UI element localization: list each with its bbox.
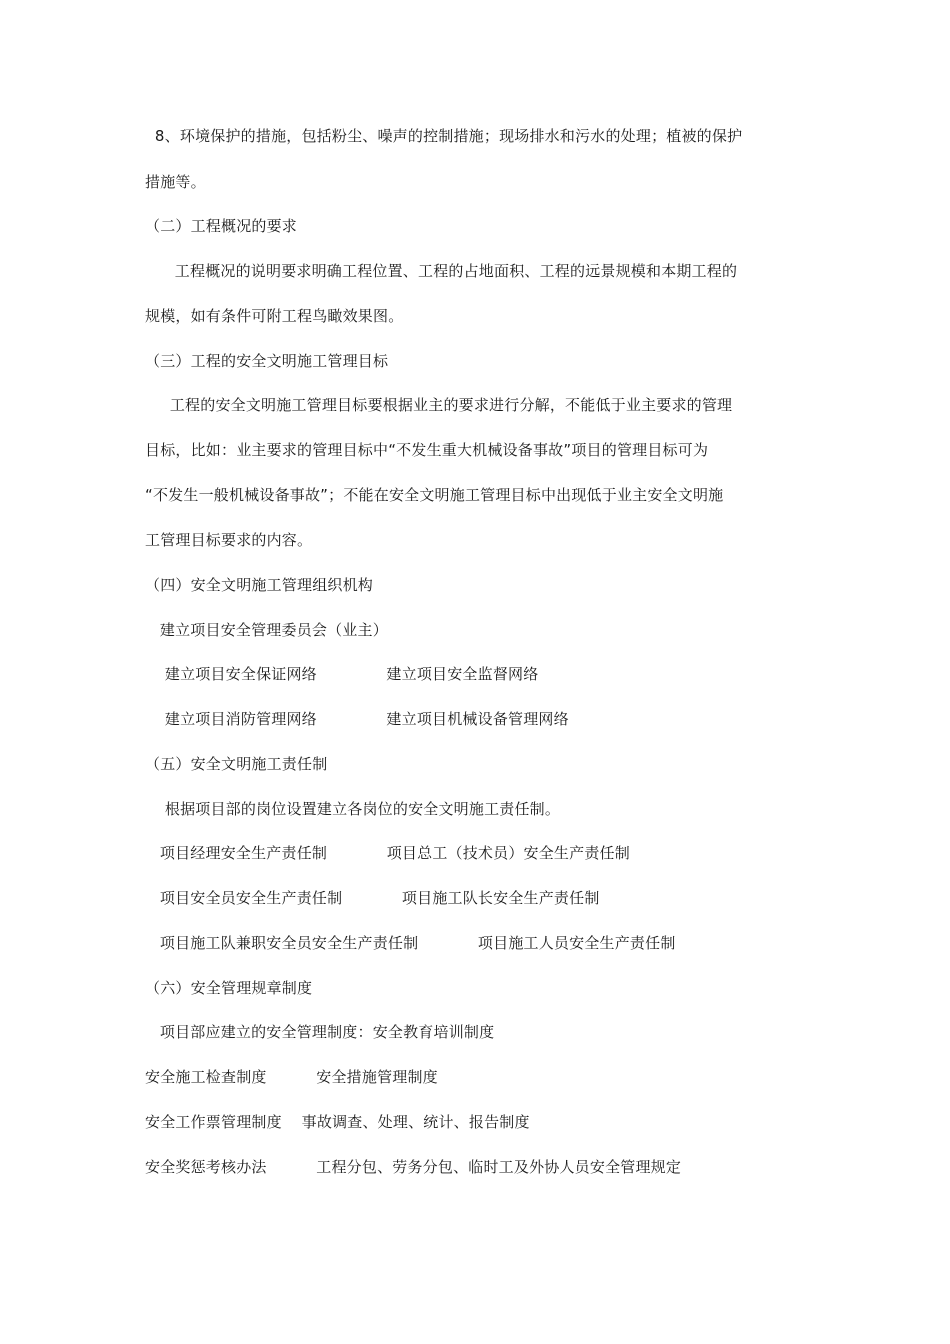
text-line: 项目施工队兼职安全员安全生产责任制 项目施工人员安全生产责任制 (145, 934, 676, 952)
text-line: （三）工程的安全文明施工管理目标 (145, 352, 389, 370)
text-line: 工管理目标要求的内容。 (145, 531, 313, 549)
text-line: 目标，比如：业主要求的管理目标中“不发生重大机械设备事故”项目的管理目标可为 (145, 441, 709, 459)
text-line: 项目部应建立的安全管理制度：安全教育培训制度 (145, 1023, 495, 1041)
text-line: （二）工程概况的要求 (145, 217, 298, 235)
text-line: 项目经理安全生产责任制 项目总工（技术员）安全生产责任制 (145, 844, 630, 862)
text-line: 规模，如有条件可附工程鸟瞰效果图。 (145, 307, 404, 325)
text-line: （四）安全文明施工管理组织机构 (145, 576, 374, 594)
text-line: 安全工作票管理制度 事故调查、处理、统计、报告制度 (145, 1113, 530, 1131)
text-line: 措施等。 (145, 173, 206, 191)
text-line: 8、环境保护的措施，包括粉尘、噪声的控制措施；现场排水和污水的处理；植被的保护 (145, 127, 743, 145)
text-line: （六）安全管理规章制度 (145, 979, 313, 997)
text-line: 建立项目安全管理委员会（业主） (145, 621, 388, 639)
text-line: （五）安全文明施工责任制 (145, 755, 328, 773)
text-line: 工程概况的说明要求明确工程位置、工程的占地面积、工程的远景规模和本期工程的 (145, 262, 738, 280)
text-line: 安全施工检查制度 安全措施管理制度 (145, 1068, 438, 1086)
text-line: 工程的安全文明施工管理目标要根据业主的要求进行分解，不能低于业主要求的管理 (145, 396, 733, 414)
text-line: “不发生一般机械设备事故”；不能在安全文明施工管理目标中出现低于业主安全文明施 (145, 486, 724, 504)
text-line: 项目安全员安全生产责任制 项目施工队长安全生产责任制 (145, 889, 600, 907)
text-line: 安全奖惩考核办法 工程分包、劳务分包、临时工及外协人员安全管理规定 (145, 1158, 682, 1176)
text-line: 建立项目安全保证网络 建立项目安全监督网络 (145, 665, 539, 683)
text-line: 建立项目消防管理网络 建立项目机械设备管理网络 (145, 710, 569, 728)
text-line: 根据项目部的岗位设置建立各岗位的安全文明施工责任制。 (145, 800, 561, 818)
